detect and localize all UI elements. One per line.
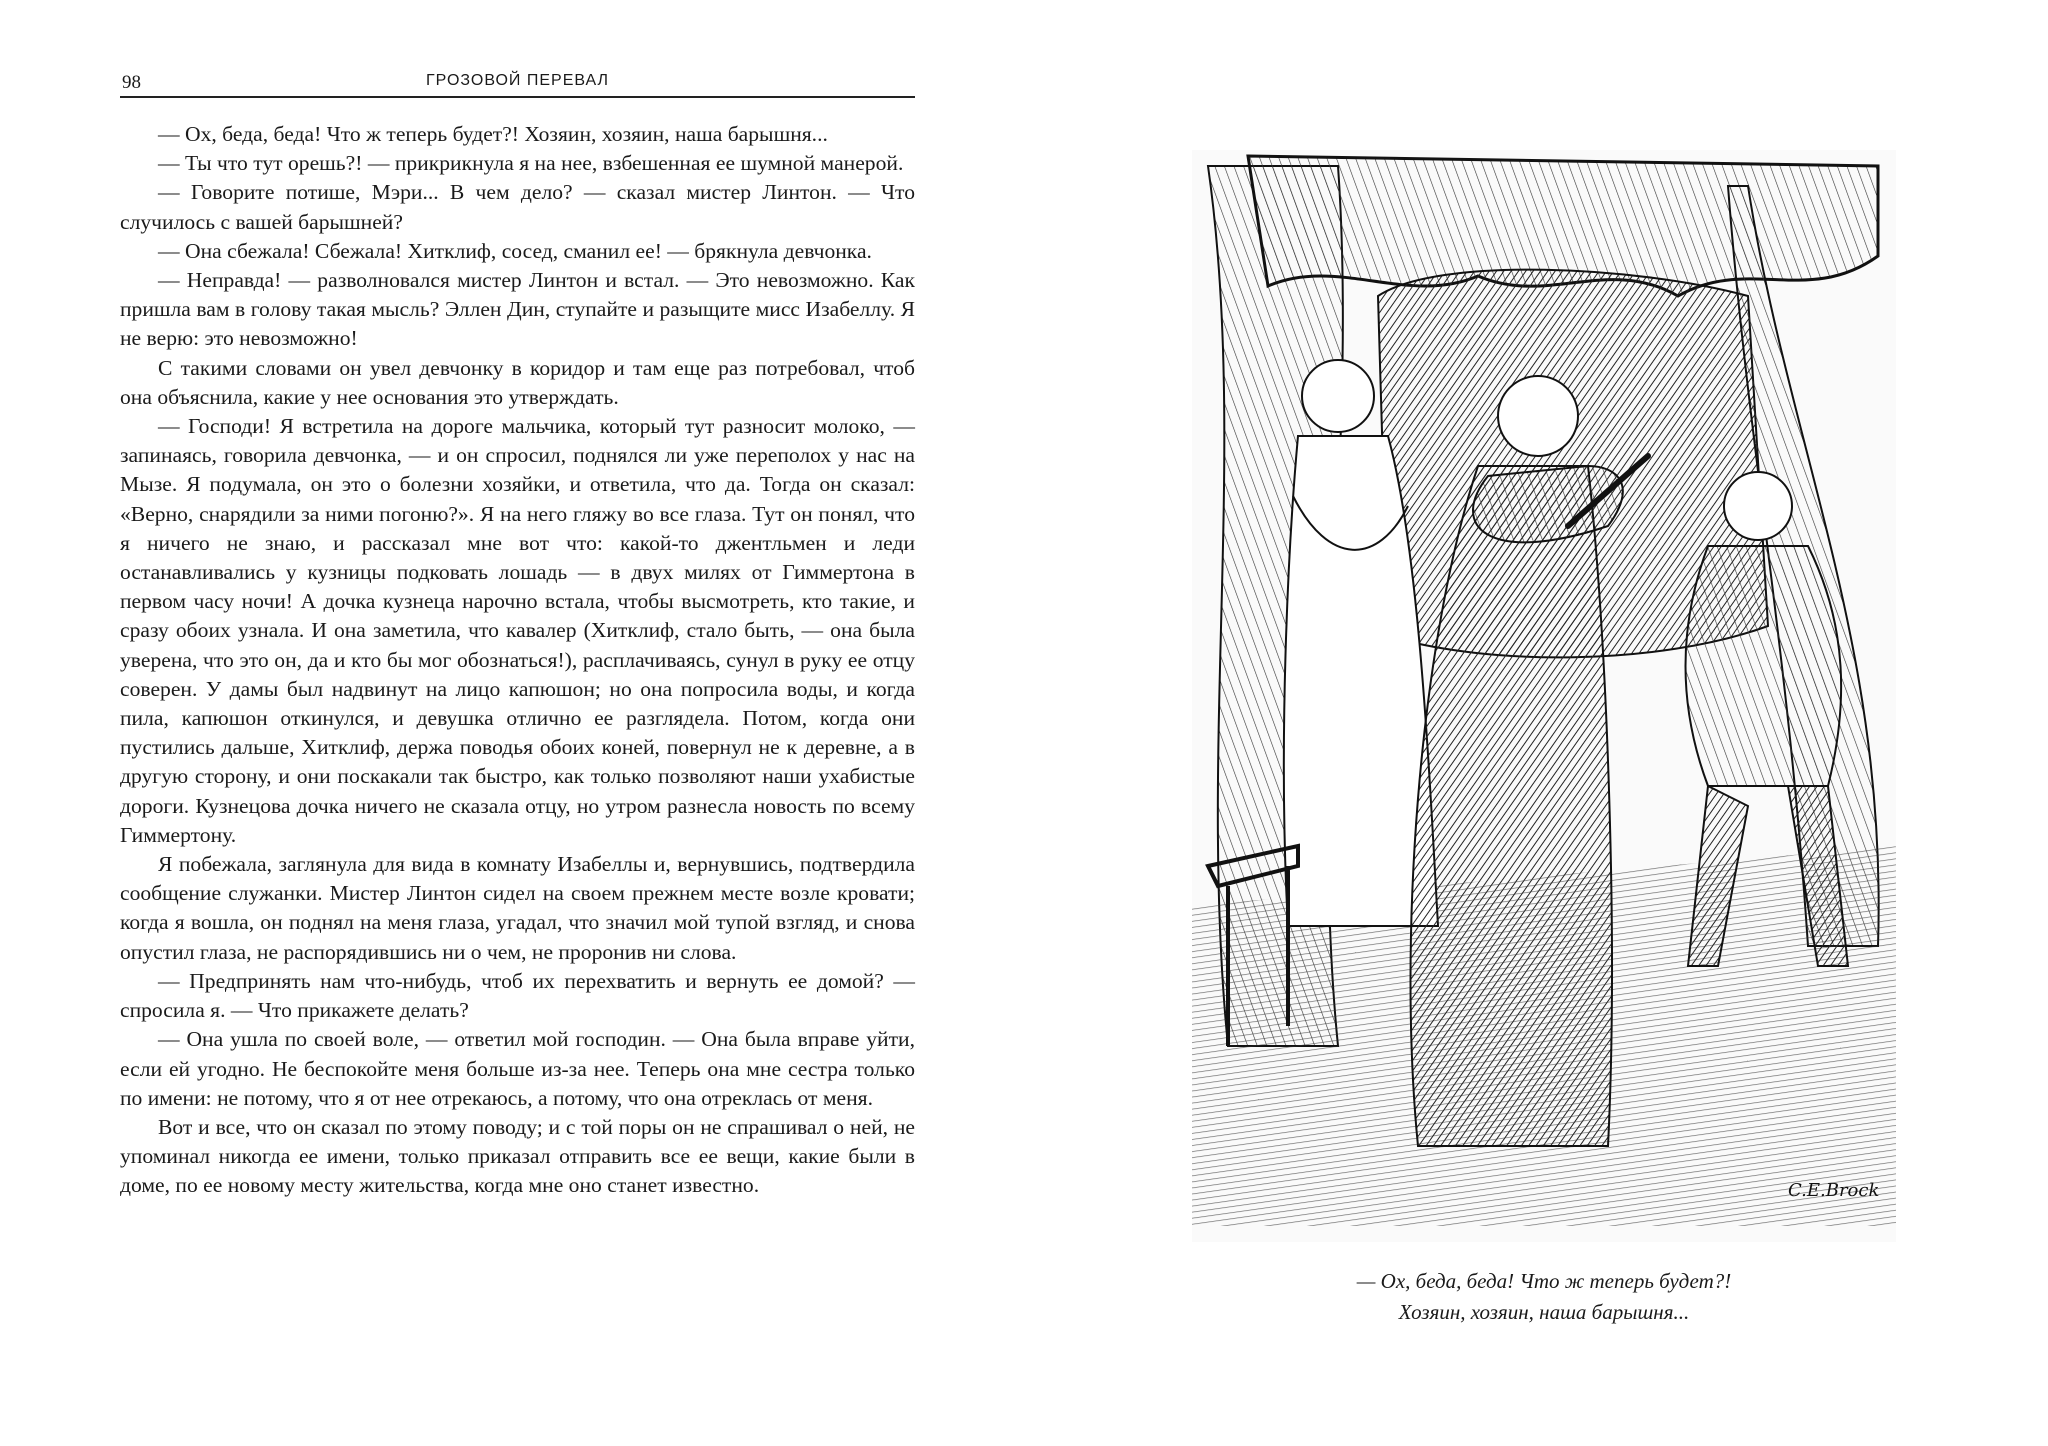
artist-signature: C.E.Brock	[1788, 1180, 1880, 1201]
paragraph: — Она сбежала! Сбежала! Хитклиф, сосед, сманил ее! — брякнула девчонка.	[158, 238, 872, 263]
page-number: 98	[122, 72, 141, 93]
running-head	[120, 72, 915, 98]
paragraph: — Она ушла по своей воле, — ответил мой господин. — Она была вправе уйти, если ей угодно. Не беспокойте меня больше из-за нее. Теперь она мне сестра только по имени: не потому, что я от нее отрекаюсь, а потому, что она отреклась от меня.	[120, 1027, 915, 1110]
right-page	[1024, 0, 2048, 1446]
engraving-illustration-icon	[1188, 146, 1900, 1246]
paragraph: Вот и все, что он сказал по этому поводу; и с той поры он не спрашивал о ней, не упоминал никогда ее имени, только приказал отправить все ее вещи, какие были в доме, по ее новому месту жительства, когда мне оно станет известно.	[120, 1114, 915, 1198]
paragraph: — Говорите потише, Мэри... В чем дело? — сказал мистер Линтон. — Что случилось с вашей барышней?	[120, 180, 915, 234]
caption-line: Хозяин, хозяин, наша барышня...	[1398, 1300, 1690, 1324]
paragraph: — Неправда! — разволновался мистер Линтон и встал. — Это невозможно. Как пришла вам в голову такая мысль? Эллен Дин, ступайте и разыщите мисс Изабеллу. Я не верю: это невозможно!	[120, 268, 915, 351]
paragraph: С такими словами он увел девчонку в коридор и там еще раз потребовал, чтоб она объяснила, какие у нее основания это утверждать.	[120, 355, 915, 409]
illustration-svg	[1188, 146, 1900, 1246]
caption-line: — Ох, беда, беда! Что ж теперь будет?!	[1356, 1269, 1732, 1293]
paragraph: — Ты что тут орешь?! — прикрикнула я на нее, взбешенная ее шумной манерой.	[158, 151, 904, 176]
paragraph: — Ох, беда, беда! Что ж теперь будет?! Хозяин, хозяин, наша барышня...	[158, 122, 828, 146]
paragraph: — Господи! Я встретила на дороге мальчика, который тут разносит молоко, — запинаясь, говорила девчонка, — и он спросил, поднялся ли уже переполох у нас на Мызе. Я подумала, он это о болезни хозяйки, и ответила, что да. Тогда он сказал: «Верно, снарядили за ними погоню?». Я на него гляжу во все глаза. Тут он понял, что я ничего не знаю, и рассказал мне вот что: какой-то джентльмен и леди останавливались у кузницы подковать лошадь — в двух милях от Гиммертона в первом часу ночи! А дочка кузнеца нарочно встала, чтобы высмотреть, кто такие, и сразу обоих узнала. И она заметила, что кавалер (Хитклиф, стало быть, — она была уверена, что это он, да и кто бы мог обознаться!), расплачиваясь, сунул в руку ее отцу соверен. У дамы был надвинут на лицо капюшон; но она попросила воды, и когда пила, капюшон откинулся, и девушка отлично ее разглядела. Потом, когда они пустились дальше, Хитклиф, держа поводья обоих коней, повернул не к деревне, а в другую сторону, и они поскакали так быстро, как только позволяют наши ухабистые дороги. Кузнецова дочка ничего не сказала отцу, но утром разнесла новость по всему Гиммертону.	[120, 414, 915, 847]
paragraph: Я побежала, заглянула для вида в комнату Изабеллы и, вернувшись, подтвердила сообщение служанки. Мистер Линтон сидел на своем прежнем месте возле кровати; когда я вошла, он поднял на меня глаза, угадал, что значил мой тупой взгляд, и снова опустил глаза, не распорядившись ни о чем, не проронив ни слова.	[120, 852, 915, 964]
paragraph: — Предпринять нам что-нибудь, чтоб их перехватить и вернуть ее домой? — спросила я. — Что прикажете делать?	[120, 968, 915, 1023]
body-text	[120, 120, 915, 1201]
illustration-caption	[1188, 1266, 1900, 1328]
running-title: ГРОЗОВОЙ ПЕРЕВАЛ	[425, 72, 610, 89]
